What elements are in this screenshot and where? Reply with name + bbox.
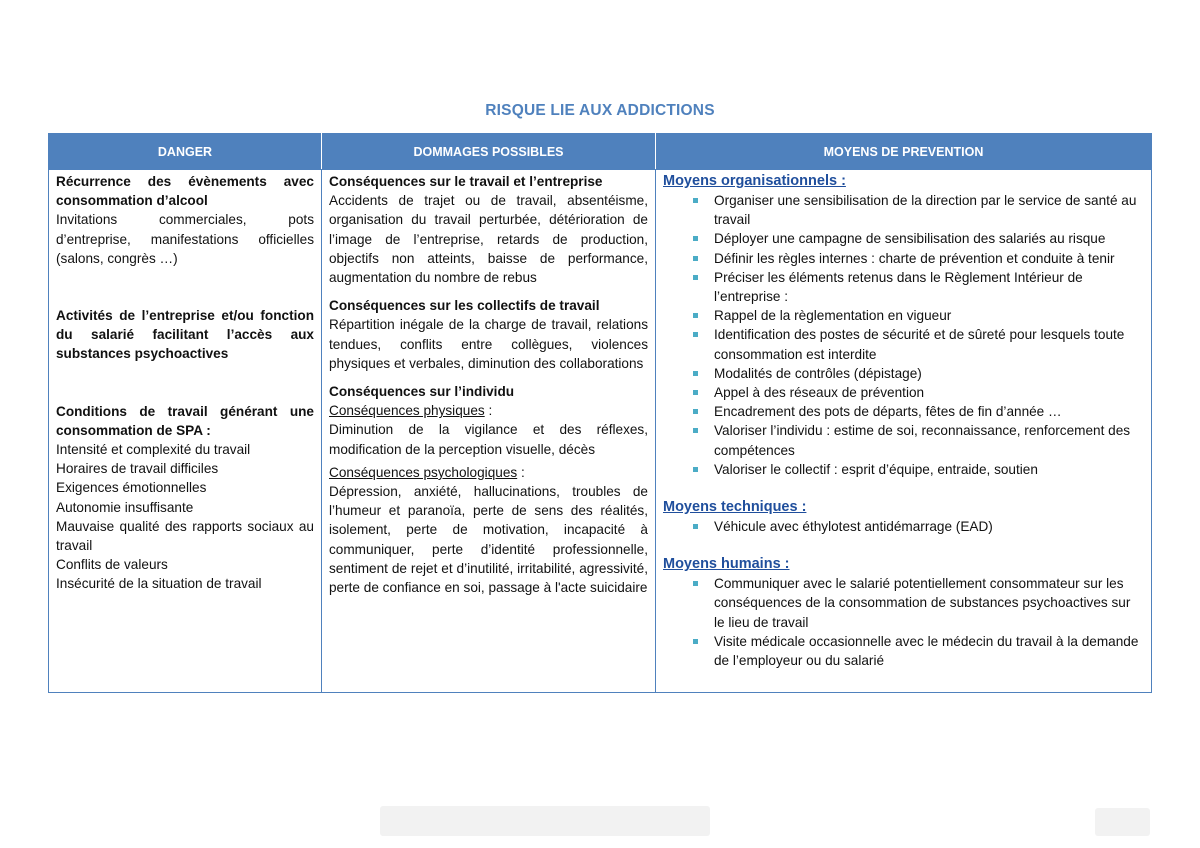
header-danger: DANGER [49,134,322,170]
list-item: Valoriser le collectif : esprit d’équipe, entraide, soutien [663,460,1144,479]
tech-list [663,517,1144,536]
list-item: Déployer une campagne de sensibilisation des salariés au risque [663,229,1144,248]
prevention-heading-techniques: Moyens techniques : [663,499,807,516]
list-item: Autonomie insuffisante [56,499,194,515]
page-title: RISQUE LIE AUX ADDICTIONS [485,102,715,119]
list-item: Horaires de travail difficiles [56,461,219,477]
list-item: Véhicule avec éthylotest antidémarrage (EAD) [663,517,1144,536]
dommages-section-text: Répartition inégale de la charge de travail, relations tendues, conflits entre collègues, violences physiques et verbales, diminution des collaborations [329,317,648,371]
danger-section-title: Récurrence des évènements avec consommation d’alcool [56,174,314,209]
list-item: Valoriser l’individu : estime de soi, reconnaissance, renforcement des compétences [663,421,1144,459]
dommages-section-title: Conséquences sur le travail et l’entreprise [329,174,603,189]
scan-smudge [380,806,710,836]
list-item: Exigences émotionnelles [56,480,207,496]
list-item: Insécurité de la situation de travail [56,576,262,592]
list-item: Mauvaise qualité des rapports sociaux au travail [56,518,314,554]
hum-list [663,574,1144,670]
list-item: Encadrement des pots de départs, fêtes de fin d’année … [663,402,1144,421]
risk-table [48,133,1152,693]
physiques-label: Conséquences physiques [329,403,485,419]
header-dommages: DOMMAGES POSSIBLES [322,134,656,170]
dommages-section-title: Conséquences sur l’individu [329,384,515,400]
psy-suffix: : [517,464,525,480]
danger-conditions-list [56,440,314,594]
dommages-cell [322,170,656,693]
danger-section-title: Conditions de travail générant une consommation de SPA : [56,403,314,438]
dommages-section-text: Dépression, anxiété, hallucinations, troubles de l’humeur et paranoïa, perte de sens des réalités, isolement, perte de motivation, incapacité à communiquer, perte d’identité professionnelle, sentiment de rejet et d’inutilité, irritabilité, agressivité, perte de confiance en soi, passage à l'acte suicidaire [329,484,648,596]
list-item: Identification des postes de sécurité et de sûreté pour lesquels toute consommation est interdite [663,325,1144,363]
danger-cell [49,170,322,693]
list-item: Organiser une sensibilisation de la direction par le service de santé au travail [663,191,1144,229]
danger-section-title: Activités de l’entreprise et/ou fonction du salarié facilitant l’accès aux substances psychoactives [56,308,314,362]
list-item: Conflits de valeurs [56,557,168,573]
dommages-section-text: Accidents de trajet ou de travail, absentéisme, organisation du travail perturbée, détérioration de l’image de l’entreprise, retards de production, objectifs non atteints, baisse de performance, augmentation du nombre de rebus [329,193,648,286]
danger-section-text: Invitations commerciales, pots d’entreprise, manifestations officielles (salons, congrès …) [56,212,314,266]
scan-smudge [1095,808,1150,836]
list-item: Communiquer avec le salarié potentiellement consommateur sur les conséquences de la consommation de substances psychoactives sur le lieu de travail [663,574,1144,632]
physiques-heading [329,401,648,420]
org-list [663,191,1144,479]
prevention-heading-organisationnels: Moyens organisationnels : [663,173,846,189]
list-item: Préciser les éléments retenus dans le Règlement Intérieur de l’entreprise : [663,268,1144,306]
list-item: Rappel de la règlementation en vigueur [663,306,1144,325]
list-item: Appel à des réseaux de prévention [663,383,1144,402]
list-item: Visite médicale occasionnelle avec le médecin du travail à la demande de l’employeur ou du salarié [663,632,1144,670]
list-item: Modalités de contrôles (dépistage) [663,364,1144,383]
psy-label: Conséquences psychologiques [329,464,518,480]
list-item: Définir les règles internes : charte de prévention et conduite à tenir [663,249,1144,268]
prevention-heading-humains: Moyens humains : [663,556,790,573]
physiques-suffix: : [484,403,493,419]
table-header-row [49,134,1152,170]
table-row [49,170,1152,693]
dommages-section-text: Diminution de la vigilance et des réflexes, modification de la perception visuelle, décès [329,422,648,457]
header-prevention: MOYENS DE PREVENTION [656,134,1152,170]
psy-heading [329,463,648,482]
dommages-section-title: Conséquences sur les collectifs de travail [329,298,600,314]
prevention-cell [656,170,1152,693]
list-item: Intensité et complexité du travail [56,442,251,458]
